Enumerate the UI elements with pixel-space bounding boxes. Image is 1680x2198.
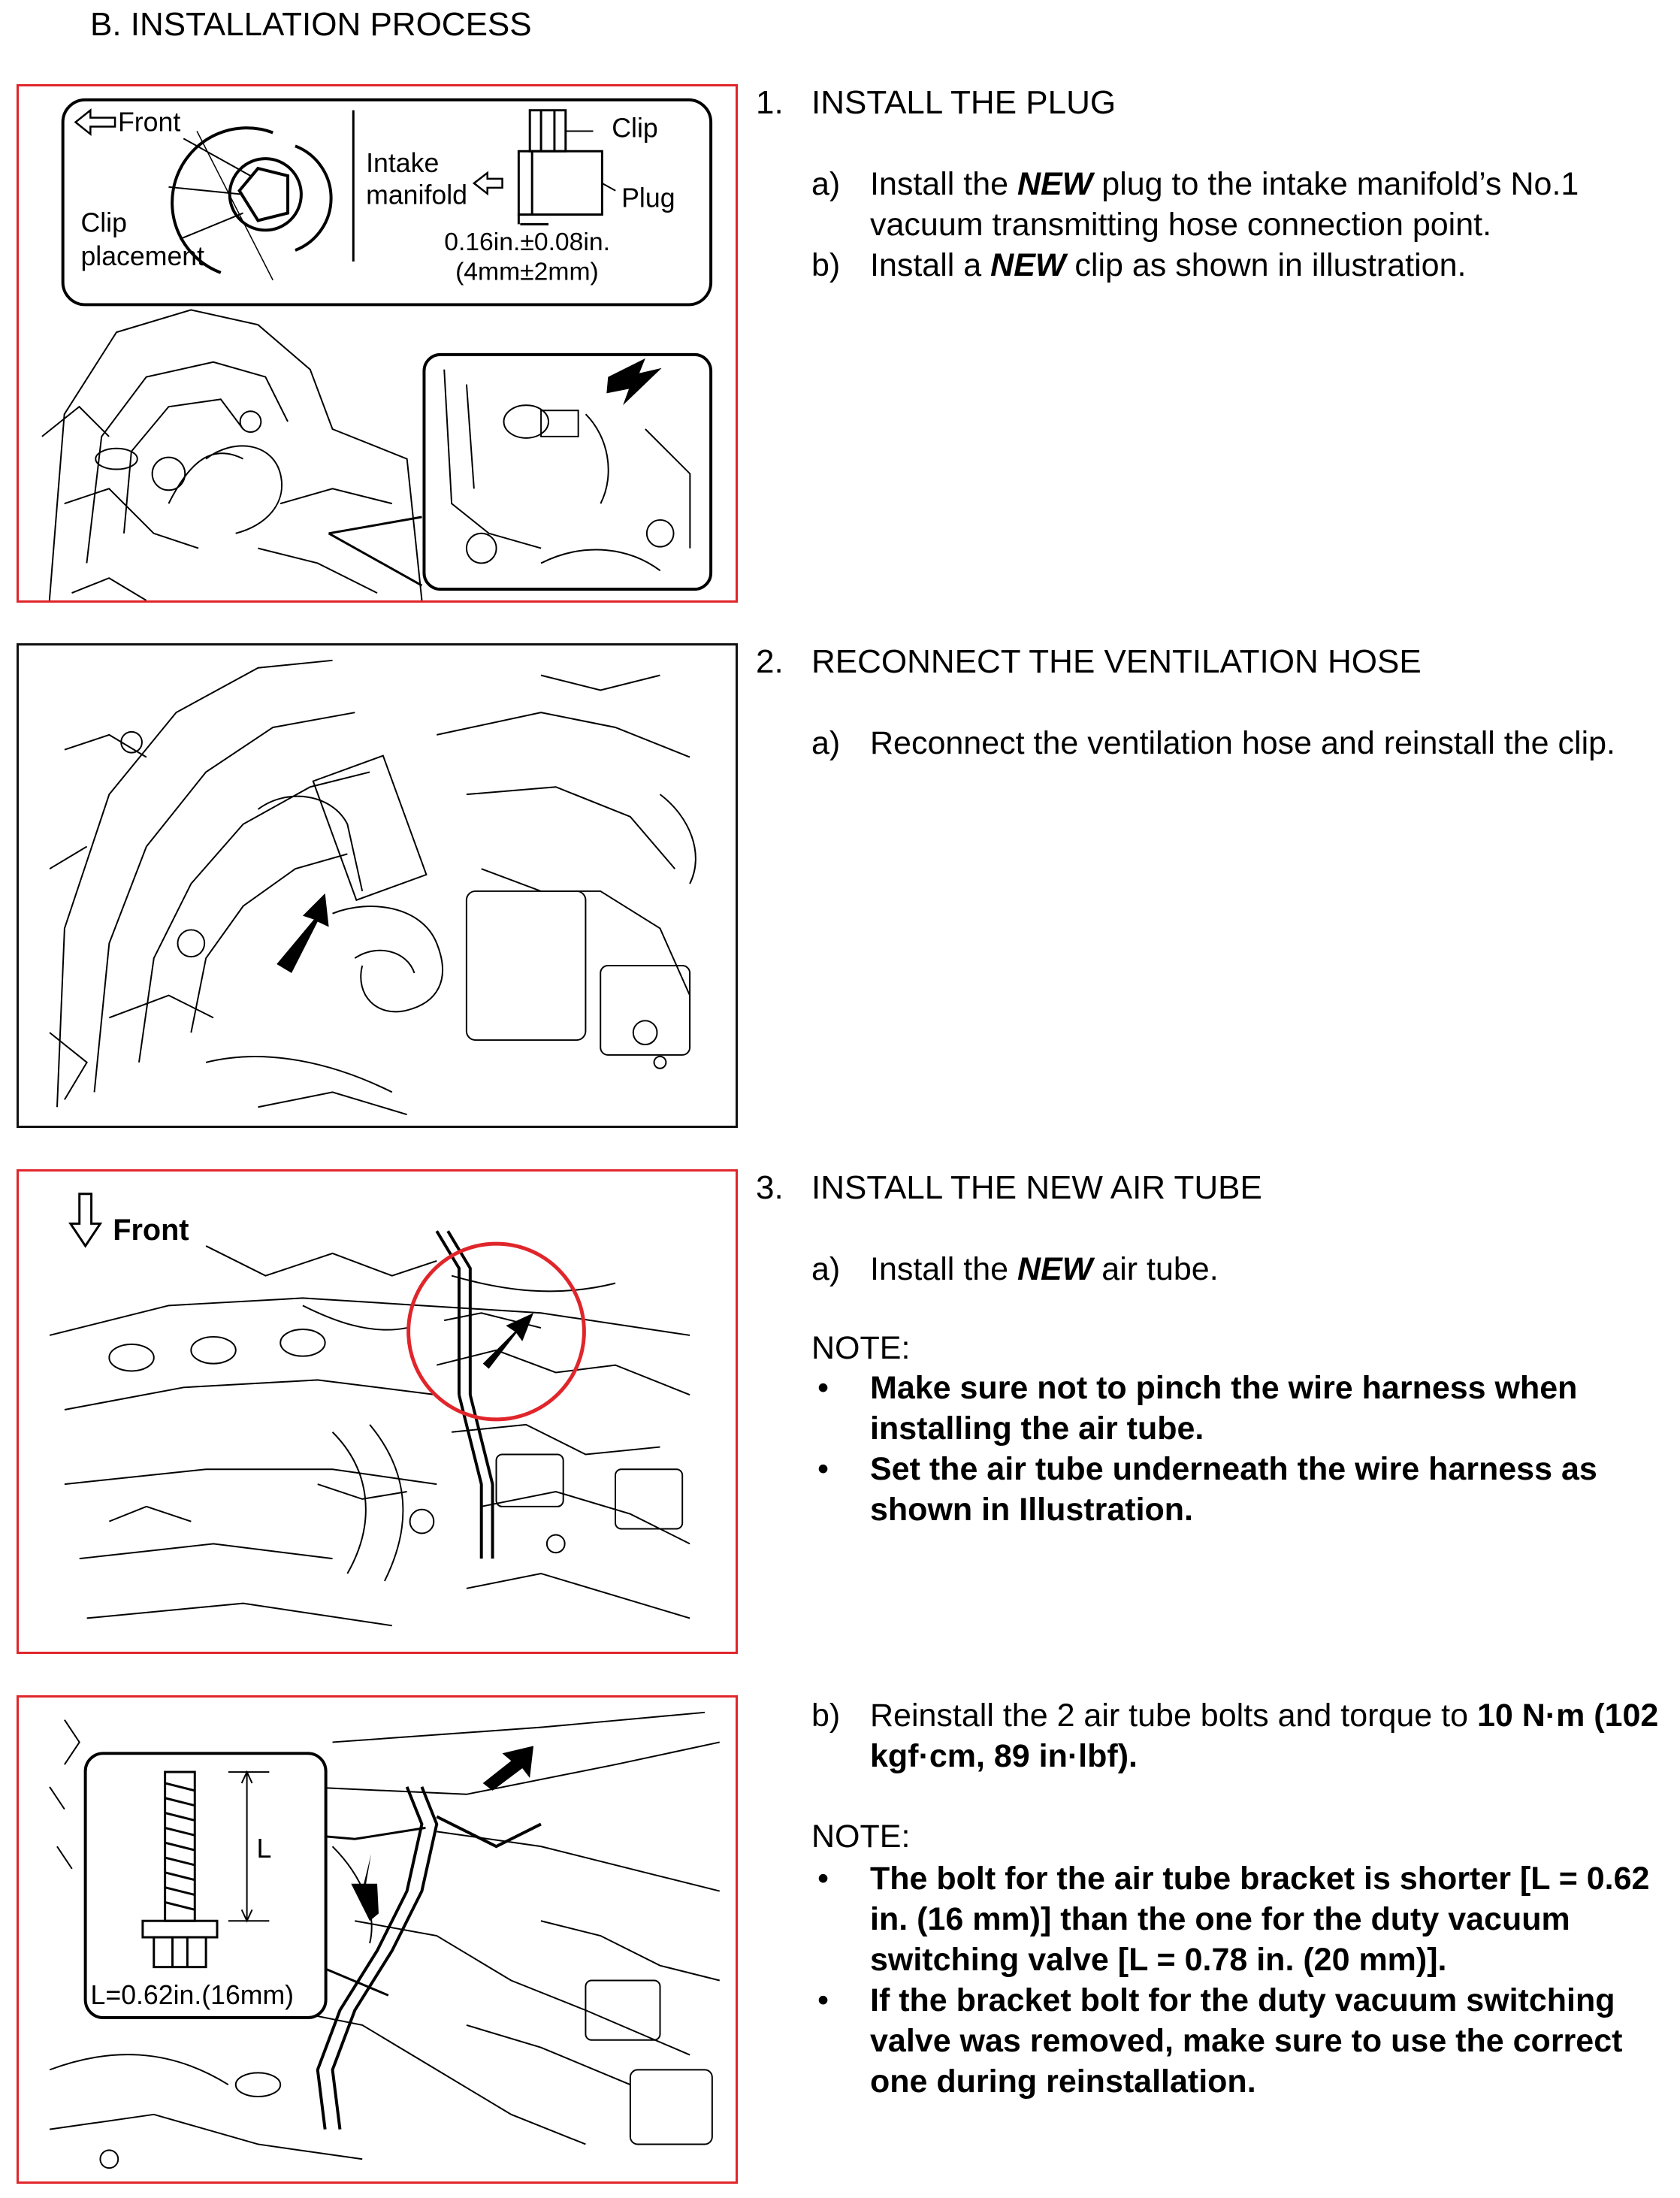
step-3-note-1: • Make sure not to pinch the wire harness when installing the air tube. xyxy=(817,1370,1578,1447)
step-3-item-b: b) Reinstall the 2 air tube bolts and torque to 10 N·m (102 kgf·cm, 89 in·lbf). xyxy=(811,1698,1659,1774)
svg-text:L=0.62in.(16mm): L=0.62in.(16mm) xyxy=(90,1980,295,2011)
figure-air-tube xyxy=(17,1169,738,1654)
svg-text:Front: Front xyxy=(113,1214,189,1247)
step-3b-note-label: NOTE: xyxy=(811,1819,911,1855)
figure-install-plug xyxy=(17,84,738,603)
pointer-arrow-icon xyxy=(276,893,328,973)
svg-text:manifold: manifold xyxy=(366,180,467,210)
bolt-callout-box xyxy=(86,1753,326,2018)
ventilation-hose-illustration xyxy=(19,645,736,1126)
step-1-heading: 1. INSTALL THE PLUG xyxy=(756,84,1116,121)
section-title: B. INSTALLATION PROCESS xyxy=(90,6,532,43)
svg-text:L: L xyxy=(256,1834,272,1864)
step-1-item-b: b) Install a NEW clip as shown in illustration. xyxy=(811,247,1467,283)
figure-ventilation-hose xyxy=(17,643,738,1128)
step-3-heading: 3. INSTALL THE NEW AIR TUBE xyxy=(756,1169,1262,1206)
pointer-arrow-icon xyxy=(483,1746,533,1790)
svg-text:Front: Front xyxy=(118,107,181,138)
step-3-note-2: • Set the air tube underneath the wire harness as shown in Illustration. xyxy=(817,1451,1597,1528)
front-arrow-icon xyxy=(71,1194,101,1246)
step-3-note-label: NOTE: xyxy=(811,1330,911,1366)
step-2-item-a: a) Reconnect the ventilation hose and reinstall the clip. xyxy=(811,725,1616,761)
engine-line-art xyxy=(50,1246,690,1625)
svg-text:placement: placement xyxy=(80,240,205,271)
svg-text:Clip: Clip xyxy=(80,207,127,238)
svg-text:Plug: Plug xyxy=(621,183,675,213)
svg-text:Intake: Intake xyxy=(366,148,440,178)
step-2-heading: 2. RECONNECT THE VENTILATION HOSE xyxy=(756,643,1422,680)
air-tube-bolts-illustration xyxy=(19,1698,736,2181)
step-1-item-a: a) Install the NEW plug to the intake manifold’s No.1 vacuum transmitting hose connection point. xyxy=(811,166,1579,243)
highlight-circle xyxy=(409,1244,585,1419)
step-3b-note-1: • The bolt for the air tube bracket is shorter [L = 0.62 in. (16 mm)] than the one for the duty vacuum switching valve [L = 0.78 in. (20 mm)]. xyxy=(817,1861,1650,1978)
pointer-arrow-icon xyxy=(483,1313,533,1368)
engine-line-art xyxy=(42,310,422,600)
svg-text:(4mm±2mm): (4mm±2mm) xyxy=(455,257,599,286)
step-3b-note-2: • If the bracket bolt for the duty vacuum switching valve was removed, make sure to use the correct one during reinstallation. xyxy=(817,1982,1623,2100)
step-3-item-a: a) Install the NEW air tube. xyxy=(811,1251,1219,1287)
plug-illustration xyxy=(19,86,736,600)
svg-text:Clip: Clip xyxy=(612,113,658,144)
air-tube-illustration xyxy=(19,1172,736,1652)
pointer-arrow-icon xyxy=(351,1854,379,1921)
figure-air-tube-bolts xyxy=(17,1695,738,2184)
svg-text:0.16in.±0.08in.: 0.16in.±0.08in. xyxy=(444,228,610,257)
engine-line-art xyxy=(50,661,696,1114)
